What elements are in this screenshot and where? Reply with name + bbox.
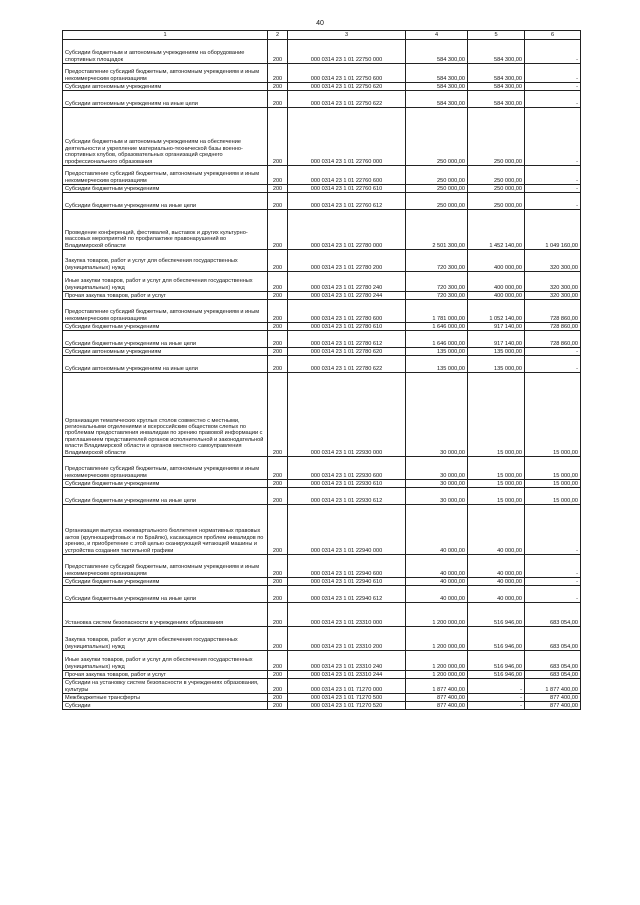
row-code-cell: 000 0314 23 1 01 22760 000 bbox=[288, 108, 406, 166]
row-name-cell: Предоставление субсидий бюджетным, автономным учреждениям и иным некоммерческим организациям bbox=[63, 64, 268, 83]
table-row bbox=[63, 292, 581, 300]
row-section-cell: 200 bbox=[268, 83, 288, 91]
row-amount-cell: 1 200 000,00 bbox=[406, 651, 468, 671]
row-amount-2024-cell: 516 946,00 bbox=[468, 627, 525, 651]
row-code-cell: 000 0314 23 1 01 22780 000 bbox=[288, 210, 406, 250]
table-row bbox=[63, 272, 581, 292]
row-amount-2025-cell: 15 000,00 bbox=[525, 457, 581, 480]
row-amount-cell: 2 501 300,00 bbox=[406, 210, 468, 250]
row-amount-2024-cell: 516 946,00 bbox=[468, 651, 525, 671]
row-code-cell: 000 0314 23 1 01 22750 000 bbox=[288, 40, 406, 64]
row-name-cell: Субсидии автономным учреждениям bbox=[63, 348, 268, 356]
row-amount-2024-cell: 250 000,00 bbox=[468, 166, 525, 185]
row-section-cell: 200 bbox=[268, 210, 288, 250]
row-amount-2024-cell: 15 000,00 bbox=[468, 457, 525, 480]
row-section-cell: 200 bbox=[268, 292, 288, 300]
row-amount-cell: 720 300,00 bbox=[406, 292, 468, 300]
row-amount-2024-cell: 400 000,00 bbox=[468, 292, 525, 300]
row-amount-cell: 584 300,00 bbox=[406, 91, 468, 108]
row-amount-2024-cell: 400 000,00 bbox=[468, 250, 525, 272]
row-code-cell: 000 0314 23 1 01 22780 200 bbox=[288, 250, 406, 272]
table-row bbox=[63, 457, 581, 480]
row-amount-2024-cell: 584 300,00 bbox=[468, 64, 525, 83]
column-header-4: 4 bbox=[406, 31, 468, 40]
row-code-cell: 000 0314 23 1 01 22780 622 bbox=[288, 356, 406, 373]
row-amount-2025-cell: 15 000,00 bbox=[525, 488, 581, 505]
row-amount-cell: 1 200 000,00 bbox=[406, 671, 468, 679]
row-amount-cell: 30 000,00 bbox=[406, 457, 468, 480]
row-amount-2024-cell: 40 000,00 bbox=[468, 555, 525, 578]
table-row bbox=[63, 300, 581, 323]
row-amount-2025-cell: - bbox=[525, 348, 581, 356]
row-amount-2024-cell: 135 000,00 bbox=[468, 356, 525, 373]
row-name-cell: Субсидии бюджетным учреждениям на иные цели bbox=[63, 193, 268, 210]
row-code-cell: 000 0314 23 1 01 22780 620 bbox=[288, 348, 406, 356]
row-amount-2025-cell: - bbox=[525, 505, 581, 555]
row-section-cell: 200 bbox=[268, 108, 288, 166]
table-row bbox=[63, 356, 581, 373]
table-row bbox=[63, 651, 581, 671]
row-amount-2025-cell: 683 054,00 bbox=[525, 627, 581, 651]
row-section-cell: 200 bbox=[268, 505, 288, 555]
row-amount-2025-cell: 728 860,00 bbox=[525, 323, 581, 331]
row-amount-cell: 584 300,00 bbox=[406, 83, 468, 91]
row-code-cell: 000 0314 23 1 01 22760 610 bbox=[288, 185, 406, 193]
row-code-cell: 000 0314 23 1 01 22940 000 bbox=[288, 505, 406, 555]
row-amount-2025-cell: 683 054,00 bbox=[525, 671, 581, 679]
row-name-cell: Предоставление субсидий бюджетным, автономным учреждениям и иным некоммерческим организациям bbox=[63, 457, 268, 480]
row-code-cell: 000 0314 23 1 01 22780 244 bbox=[288, 292, 406, 300]
table-row bbox=[63, 40, 581, 64]
row-name-cell: Субсидии автономным учреждениям на иные цели bbox=[63, 91, 268, 108]
row-amount-cell: 135 000,00 bbox=[406, 356, 468, 373]
table-row bbox=[63, 331, 581, 348]
row-code-cell: 000 0314 23 1 01 23310 240 bbox=[288, 651, 406, 671]
row-amount-2024-cell: 917 140,00 bbox=[468, 323, 525, 331]
row-amount-cell: 40 000,00 bbox=[406, 586, 468, 603]
row-name-cell: Проведение конференций, фестивалей, выставок и других культурно-массовых мероприятий по профилактике правонарушений во Владимирской области bbox=[63, 210, 268, 250]
table-row bbox=[63, 694, 581, 702]
table-row bbox=[63, 373, 581, 457]
row-amount-2025-cell: - bbox=[525, 166, 581, 185]
row-section-cell: 200 bbox=[268, 457, 288, 480]
row-amount-2025-cell: - bbox=[525, 555, 581, 578]
row-amount-2025-cell: - bbox=[525, 108, 581, 166]
row-name-cell: Организация выпуска ежеквартального бюллетеня нормативных правовых актов (крупношрифтовых и по Брайлю), касающихся проблем инвалидов по зрению, и приобретение с этой целью сканирующей читающей машины и устройства создания тактильной графики bbox=[63, 505, 268, 555]
row-amount-cell: 1 781 000,00 bbox=[406, 300, 468, 323]
row-section-cell: 200 bbox=[268, 679, 288, 694]
row-section-cell: 200 bbox=[268, 651, 288, 671]
row-name-cell: Прочая закупка товаров, работ и услуг bbox=[63, 292, 268, 300]
table-row bbox=[63, 603, 581, 627]
row-code-cell: 000 0314 23 1 01 22780 610 bbox=[288, 323, 406, 331]
row-section-cell: 200 bbox=[268, 480, 288, 488]
table-row bbox=[63, 480, 581, 488]
table-row bbox=[63, 505, 581, 555]
row-name-cell: Предоставление субсидий бюджетным, автономным учреждениям и иным некоммерческим организациям bbox=[63, 555, 268, 578]
row-amount-2024-cell: 15 000,00 bbox=[468, 480, 525, 488]
table-row bbox=[63, 210, 581, 250]
row-amount-cell: 1 877 400,00 bbox=[406, 679, 468, 694]
row-section-cell: 200 bbox=[268, 555, 288, 578]
row-amount-2024-cell: 15 000,00 bbox=[468, 488, 525, 505]
row-section-cell: 200 bbox=[268, 64, 288, 83]
table-header bbox=[63, 31, 581, 40]
row-section-cell: 200 bbox=[268, 694, 288, 702]
row-amount-cell: 250 000,00 bbox=[406, 108, 468, 166]
row-amount-2025-cell: 877 400,00 bbox=[525, 702, 581, 710]
row-name-cell: Субсидии бюджетным учреждениям bbox=[63, 323, 268, 331]
row-name-cell: Субсидии бюджетным учреждениям на иные цели bbox=[63, 488, 268, 505]
row-name-cell: Субсидии бюджетным учреждениям на иные цели bbox=[63, 331, 268, 348]
row-amount-cell: 250 000,00 bbox=[406, 166, 468, 185]
row-name-cell: Закупка товаров, работ и услуг для обеспечения государственных (муниципальных) нужд bbox=[63, 627, 268, 651]
row-amount-cell: 1 646 000,00 bbox=[406, 323, 468, 331]
row-amount-cell: 135 000,00 bbox=[406, 348, 468, 356]
row-name-cell: Установка систем безопасности в учреждениях образования bbox=[63, 603, 268, 627]
row-name-cell: Субсидии бюджетным и автономным учреждениям на оборудование спортивных площадок bbox=[63, 40, 268, 64]
row-code-cell: 000 0314 23 1 01 22750 622 bbox=[288, 91, 406, 108]
row-name-cell: Предоставление субсидий бюджетным, автономным учреждениям и иным некоммерческим организациям bbox=[63, 166, 268, 185]
row-amount-2024-cell: - bbox=[468, 679, 525, 694]
row-amount-2025-cell: 15 000,00 bbox=[525, 373, 581, 457]
table-row bbox=[63, 83, 581, 91]
column-header-2: 2 bbox=[268, 31, 288, 40]
row-amount-2024-cell: 40 000,00 bbox=[468, 578, 525, 586]
header-row bbox=[63, 31, 581, 40]
row-amount-cell: 1 200 000,00 bbox=[406, 603, 468, 627]
row-name-cell: Предоставление субсидий бюджетным, автономным учреждениям и иным некоммерческим организациям bbox=[63, 300, 268, 323]
table-row bbox=[63, 91, 581, 108]
row-section-cell: 200 bbox=[268, 193, 288, 210]
row-name-cell: Субсидии бюджетным и автономным учреждениям на обеспечение деятельности и укрепление материально-технической базы военно-спортивных клубов, образовательных организаций среднего профессионального образования bbox=[63, 108, 268, 166]
row-name-cell: Субсидии бюджетным учреждениям bbox=[63, 185, 268, 193]
row-amount-2024-cell: 40 000,00 bbox=[468, 586, 525, 603]
row-code-cell: 000 0314 23 1 01 22750 620 bbox=[288, 83, 406, 91]
row-amount-cell: 720 300,00 bbox=[406, 250, 468, 272]
row-amount-2024-cell: - bbox=[468, 694, 525, 702]
row-amount-cell: 40 000,00 bbox=[406, 505, 468, 555]
row-section-cell: 200 bbox=[268, 348, 288, 356]
row-section-cell: 200 bbox=[268, 185, 288, 193]
row-name-cell: Субсидии бюджетным учреждениям на иные цели bbox=[63, 586, 268, 603]
table-row bbox=[63, 586, 581, 603]
row-section-cell: 200 bbox=[268, 300, 288, 323]
row-code-cell: 000 0314 23 1 01 22780 600 bbox=[288, 300, 406, 323]
budget-table bbox=[62, 30, 581, 710]
row-code-cell: 000 0314 23 1 01 22940 612 bbox=[288, 586, 406, 603]
row-code-cell: 000 0314 23 1 01 22780 612 bbox=[288, 331, 406, 348]
table-row bbox=[63, 166, 581, 185]
row-amount-2025-cell: 728 860,00 bbox=[525, 300, 581, 323]
row-amount-2025-cell: 320 300,00 bbox=[525, 250, 581, 272]
row-code-cell: 000 0314 23 1 01 71270 520 bbox=[288, 702, 406, 710]
row-amount-2025-cell: 1 877 400,00 bbox=[525, 679, 581, 694]
row-amount-2025-cell: 15 000,00 bbox=[525, 480, 581, 488]
row-amount-cell: 40 000,00 bbox=[406, 555, 468, 578]
row-amount-2024-cell: 584 300,00 bbox=[468, 83, 525, 91]
row-section-cell: 200 bbox=[268, 603, 288, 627]
row-amount-2024-cell: - bbox=[468, 702, 525, 710]
row-amount-2024-cell: 516 946,00 bbox=[468, 603, 525, 627]
row-amount-cell: 1 200 000,00 bbox=[406, 627, 468, 651]
row-code-cell: 000 0314 23 1 01 22930 610 bbox=[288, 480, 406, 488]
row-amount-2025-cell: - bbox=[525, 586, 581, 603]
row-code-cell: 000 0314 23 1 01 23310 000 bbox=[288, 603, 406, 627]
row-amount-2024-cell: 1 452 140,00 bbox=[468, 210, 525, 250]
row-amount-2025-cell: 320 300,00 bbox=[525, 292, 581, 300]
column-header-5: 5 bbox=[468, 31, 525, 40]
table-row bbox=[63, 627, 581, 651]
row-amount-2025-cell: - bbox=[525, 40, 581, 64]
row-code-cell: 000 0314 23 1 01 22930 600 bbox=[288, 457, 406, 480]
row-section-cell: 200 bbox=[268, 702, 288, 710]
page-number: 40 bbox=[316, 20, 324, 27]
row-amount-2025-cell: - bbox=[525, 356, 581, 373]
table-row bbox=[63, 185, 581, 193]
row-amount-2024-cell: 250 000,00 bbox=[468, 185, 525, 193]
row-code-cell: 000 0314 23 1 01 22780 240 bbox=[288, 272, 406, 292]
row-amount-2025-cell: 877 400,00 bbox=[525, 694, 581, 702]
row-code-cell: 000 0314 23 1 01 22750 600 bbox=[288, 64, 406, 83]
row-amount-2024-cell: 400 000,00 bbox=[468, 272, 525, 292]
table-row bbox=[63, 488, 581, 505]
row-name-cell: Межбюджетные трансферты bbox=[63, 694, 268, 702]
row-amount-2025-cell: 683 054,00 bbox=[525, 603, 581, 627]
row-amount-2024-cell: 516 946,00 bbox=[468, 671, 525, 679]
row-name-cell: Субсидии bbox=[63, 702, 268, 710]
row-section-cell: 200 bbox=[268, 671, 288, 679]
row-section-cell: 200 bbox=[268, 323, 288, 331]
row-amount-2024-cell: 40 000,00 bbox=[468, 505, 525, 555]
row-amount-2024-cell: 584 300,00 bbox=[468, 91, 525, 108]
row-section-cell: 200 bbox=[268, 91, 288, 108]
row-name-cell: Субсидии автономным учреждениям bbox=[63, 83, 268, 91]
row-name-cell: Иные закупки товаров, работ и услуг для обеспечения государственных (муниципальных) нужд bbox=[63, 272, 268, 292]
row-amount-cell: 30 000,00 bbox=[406, 373, 468, 457]
row-amount-cell: 584 300,00 bbox=[406, 40, 468, 64]
row-code-cell: 000 0314 23 1 01 23310 244 bbox=[288, 671, 406, 679]
row-code-cell: 000 0314 23 1 01 22930 000 bbox=[288, 373, 406, 457]
row-amount-cell: 1 646 000,00 bbox=[406, 331, 468, 348]
row-name-cell: Субсидии бюджетным учреждениям bbox=[63, 480, 268, 488]
row-section-cell: 200 bbox=[268, 578, 288, 586]
row-section-cell: 200 bbox=[268, 166, 288, 185]
column-header-6: 6 bbox=[525, 31, 581, 40]
table-row bbox=[63, 671, 581, 679]
row-amount-cell: 30 000,00 bbox=[406, 480, 468, 488]
row-amount-2025-cell: 728 860,00 bbox=[525, 331, 581, 348]
row-amount-2025-cell: - bbox=[525, 193, 581, 210]
row-section-cell: 200 bbox=[268, 627, 288, 651]
row-section-cell: 200 bbox=[268, 373, 288, 457]
row-name-cell: Субсидии бюджетным учреждениям bbox=[63, 578, 268, 586]
row-code-cell: 000 0314 23 1 01 22760 612 bbox=[288, 193, 406, 210]
row-amount-2025-cell: - bbox=[525, 64, 581, 83]
row-name-cell: Закупка товаров, работ и услуг для обеспечения государственных (муниципальных) нужд bbox=[63, 250, 268, 272]
row-amount-2024-cell: 584 300,00 bbox=[468, 40, 525, 64]
row-amount-2025-cell: 683 054,00 bbox=[525, 651, 581, 671]
table-row bbox=[63, 193, 581, 210]
table-body bbox=[63, 40, 581, 710]
row-amount-2024-cell: 250 000,00 bbox=[468, 193, 525, 210]
row-amount-2024-cell: 1 052 140,00 bbox=[468, 300, 525, 323]
table-row bbox=[63, 108, 581, 166]
column-header-1: 1 bbox=[63, 31, 268, 40]
row-code-cell: 000 0314 23 1 01 23310 200 bbox=[288, 627, 406, 651]
row-amount-2025-cell: - bbox=[525, 578, 581, 586]
row-code-cell: 000 0314 23 1 01 22760 600 bbox=[288, 166, 406, 185]
row-name-cell: Иные закупки товаров, работ и услуг для обеспечения государственных (муниципальных) нужд bbox=[63, 651, 268, 671]
row-amount-cell: 250 000,00 bbox=[406, 185, 468, 193]
row-amount-2025-cell: - bbox=[525, 185, 581, 193]
row-code-cell: 000 0314 23 1 01 71270 000 bbox=[288, 679, 406, 694]
row-amount-cell: 40 000,00 bbox=[406, 578, 468, 586]
row-section-cell: 200 bbox=[268, 586, 288, 603]
row-amount-cell: 250 000,00 bbox=[406, 193, 468, 210]
table-row bbox=[63, 64, 581, 83]
table-row bbox=[63, 702, 581, 710]
row-amount-cell: 877 400,00 bbox=[406, 702, 468, 710]
table-row bbox=[63, 555, 581, 578]
row-name-cell: Субсидии на установку систем безопасности в учреждениях образования, культуры bbox=[63, 679, 268, 694]
column-header-3: 3 bbox=[288, 31, 406, 40]
row-amount-2025-cell: - bbox=[525, 91, 581, 108]
row-name-cell: Прочая закупка товаров, работ и услуг bbox=[63, 671, 268, 679]
table-row bbox=[63, 679, 581, 694]
table-row bbox=[63, 578, 581, 586]
row-amount-2024-cell: 15 000,00 bbox=[468, 373, 525, 457]
row-amount-cell: 30 000,00 bbox=[406, 488, 468, 505]
row-section-cell: 200 bbox=[268, 356, 288, 373]
row-name-cell: Субсидии автономным учреждениям на иные цели bbox=[63, 356, 268, 373]
row-section-cell: 200 bbox=[268, 488, 288, 505]
table-row bbox=[63, 348, 581, 356]
table-row bbox=[63, 250, 581, 272]
row-code-cell: 000 0314 23 1 01 71270 500 bbox=[288, 694, 406, 702]
row-amount-cell: 720 300,00 bbox=[406, 272, 468, 292]
row-amount-2025-cell: 1 049 160,00 bbox=[525, 210, 581, 250]
row-section-cell: 200 bbox=[268, 40, 288, 64]
row-amount-cell: 584 300,00 bbox=[406, 64, 468, 83]
table-row bbox=[63, 323, 581, 331]
row-code-cell: 000 0314 23 1 01 22940 610 bbox=[288, 578, 406, 586]
row-amount-cell: 877 400,00 bbox=[406, 694, 468, 702]
row-amount-2025-cell: 320 300,00 bbox=[525, 272, 581, 292]
row-amount-2024-cell: 135 000,00 bbox=[468, 348, 525, 356]
row-code-cell: 000 0314 23 1 01 22940 600 bbox=[288, 555, 406, 578]
row-code-cell: 000 0314 23 1 01 22930 612 bbox=[288, 488, 406, 505]
row-amount-2025-cell: - bbox=[525, 83, 581, 91]
row-amount-2024-cell: 917 140,00 bbox=[468, 331, 525, 348]
row-name-cell: Организация тематических круглых столов совместно с местными, региональными отделениями и всероссийским обществом слепых по проблемам предоставления инвалидам по зрению правовой информации с приглашением представителей органов исполнительной и законодательной власти Владимирской области и органов местного самоуправления Владимирской области bbox=[63, 373, 268, 457]
row-section-cell: 200 bbox=[268, 250, 288, 272]
row-section-cell: 200 bbox=[268, 331, 288, 348]
row-amount-2024-cell: 250 000,00 bbox=[468, 108, 525, 166]
row-section-cell: 200 bbox=[268, 272, 288, 292]
